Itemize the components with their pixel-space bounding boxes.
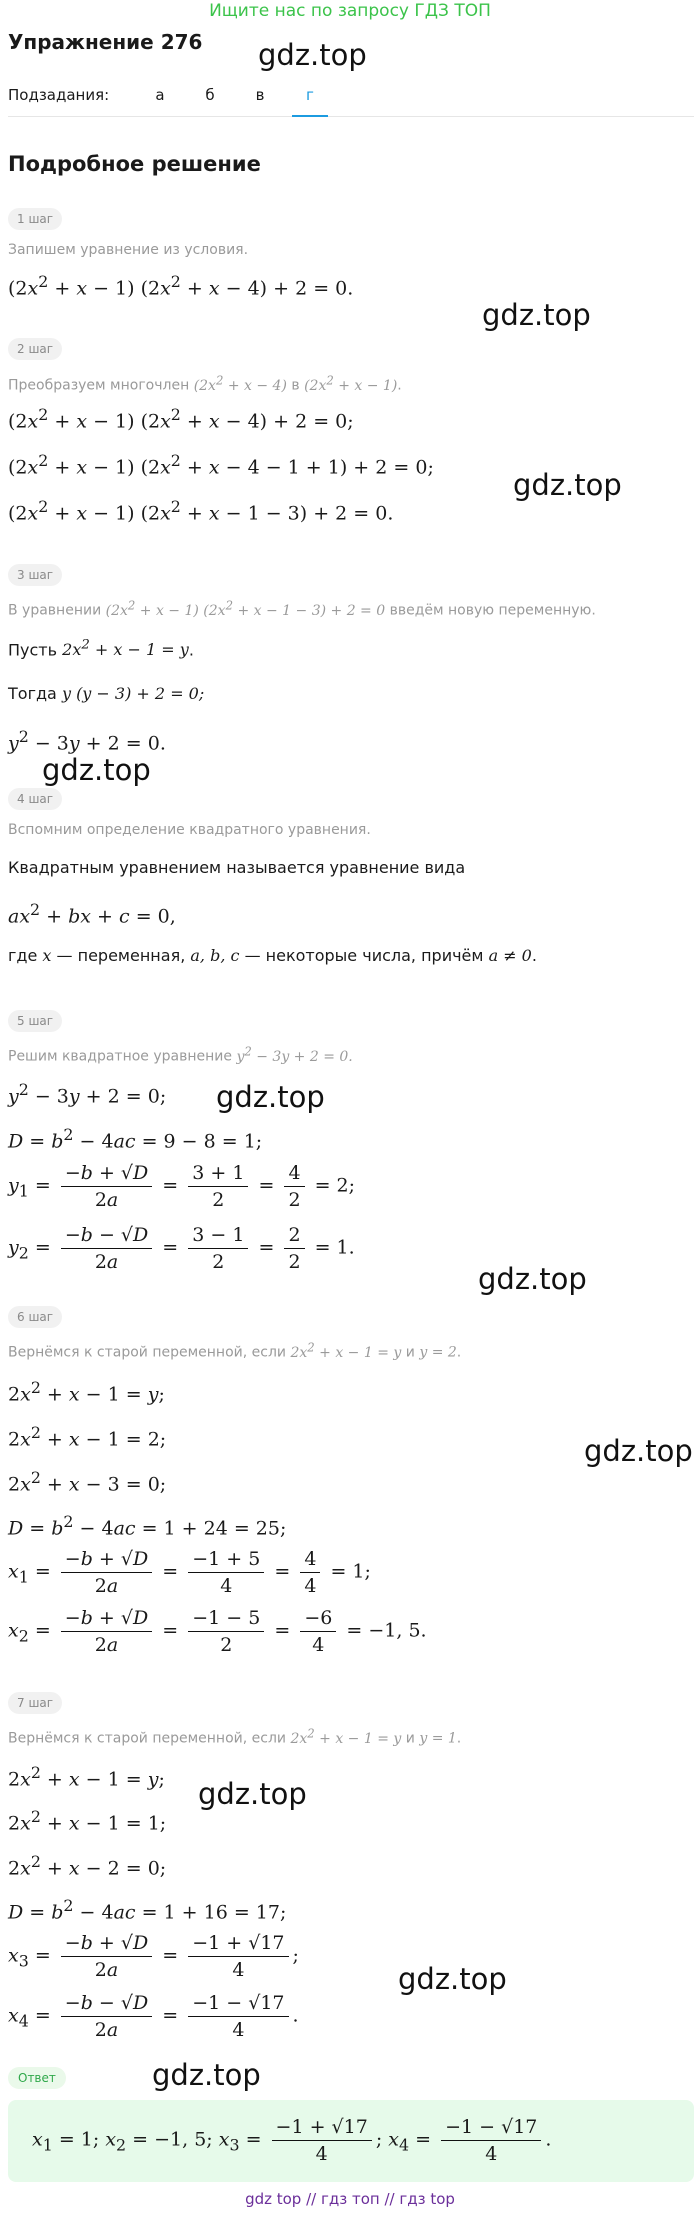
search-banner: Ищите нас по запросу ГДЗ ТОП [209,1,491,21]
step2-description: Преобразуем многочлен $(2x^2 + x - 4)$ в $(2x^2 + x - 1)$. [8,373,402,394]
step3-then: Тогда y (y − 3) + 2 = 0; [8,684,205,703]
step6-root-2: $x_2$ = $\frac{-b + √D}{2a}$ = $\frac{-1 - 5}{2}$ = $\frac{-6}{4}$ = −1, 5. [8,1607,427,1656]
tab-v[interactable]: в [255,86,265,104]
step2-equation-2: $(2x^2 + x - 1) (2x^2 + x - 4 - 1 + 1) + 2 = 0$; [8,451,434,479]
step7-description: Вернёмся к старой переменной, если $2x^2 + x - 1 = y$ и y = 1. [8,1726,462,1747]
step2-equation-3: $(2x^2 + x - 1) (2x^2 + x - 1 - 3) + 2 = 0$. [8,497,394,525]
tab-a[interactable]: а [155,86,165,104]
answer-badge: Ответ [8,2067,66,2089]
page-title: Упражнение 276 [8,30,203,54]
step1-description: Запишем уравнение из условия. [8,242,249,258]
step5-equation: $y^2 - 3y + 2 = 0$; [8,1080,167,1108]
section-title: Подробное решение [8,152,261,176]
step5-discriminant: $D = b^2 - 4ac = 9 - 8 = 1$; [8,1125,263,1153]
step7-discriminant: $D = b^2 - 4ac = 1 + 16 = 17$; [8,1896,287,1924]
answer-box [8,2100,694,2182]
step7-and: и [405,1730,415,1747]
tabs-label: Подзадания: [8,86,110,104]
step7-root-4: $x_4$ = $\frac{-b - √D}{2a}$ = $\frac{-1 - √17}{4}$ . [8,1992,299,2041]
step6-discriminant: $D = b^2 - 4ac = 1 + 24 = 25$; [8,1512,287,1540]
step-badge-3: 3 шаг [8,564,62,586]
subtask-tabs [8,86,694,117]
step6-desc-prefix: Вернёмся к старой переменной, если [8,1344,287,1361]
tab-b[interactable]: б [205,86,215,104]
step2-equation-1: $(2x^2 + x - 1) (2x^2 + x - 4) + 2 = 0$; [8,405,354,433]
step5-desc-text: Решим квадратное уравнение [8,1048,232,1065]
step3-let: Пусть $2x^2 + x - 1 = y$. [8,638,194,660]
watermark: gdz.top [152,2058,261,2092]
footer: gdz top // гдз топ // гдз top [245,2190,455,2208]
step6-equation-2: $2x^2 + x - 1 = 2$; [8,1423,167,1451]
step-badge-2: 2 шаг [8,338,62,360]
step3-let-word: Пусть [8,640,58,660]
step5-root-1: $y_1$ = $\frac{-b + √D}{2a}$ = $\frac{3 + 1}{2}$ = $\frac{4}{2}$ = 2; [8,1162,356,1211]
step3-equation: $y^2 - 3y + 2 = 0$. [8,727,166,755]
step6-equation-3: $2x^2 + x - 3 = 0$; [8,1468,167,1496]
step2-desc-prefix: Преобразуем многочлен [8,377,190,394]
watermark: gdz.top [216,1080,325,1114]
step-badge-5: 5 шаг [8,1010,62,1032]
step2-desc-mid: в [291,377,300,394]
step4-where: где x — переменная, a, b, c — некоторые числа, причём a ≠ 0. [8,946,537,965]
tab-g[interactable]: г [292,86,328,117]
step6-root-1: $x_1$ = $\frac{-b + √D}{2a}$ = $\frac{-1 + 5}{4}$ = $\frac{4}{4}$ = 1; [8,1548,371,1597]
step4-description: Вспомним определение квадратного уравнения. [8,822,371,838]
step3-desc-suffix: введём новую переменную. [389,602,596,619]
watermark: gdz.top [584,1434,693,1468]
answer-formula: $x_1 = 1$; $x_2 = -1$, 5; $x_3$ = $\frac{-1 + √17}{4}$ ; $x_4$ = $\frac{-1 - √17}{4}$ . [32,2116,552,2165]
step3-desc-prefix: В уравнении [8,602,102,619]
step4-where-word: где [8,946,38,965]
step-badge-6: 6 шаг [8,1306,62,1328]
step-badge-7: 7 шаг [8,1692,62,1714]
watermark: gdz.top [198,1777,307,1811]
step6-description: Вернёмся к старой переменной, если $2x^2 + x - 1 = y$ и y = 2. [8,1340,462,1361]
step5-description: Решим квадратное уравнение $y^2 - 3y + 2 = 0$. [8,1044,353,1065]
watermark: gdz.top [258,38,367,72]
watermark: gdz.top [478,1262,587,1296]
step7-equation-2: $2x^2 + x - 1 = 1$; [8,1807,167,1835]
step3-description: В уравнении $(2x^2 + x - 1) (2x^2 + x - 1 - 3) + 2 = 0$ введём новую переменную. [8,598,596,619]
watermark: gdz.top [398,1962,507,1996]
step-badge-1: 1 шаг [8,208,62,230]
step4-var-text: — переменная, [56,946,186,965]
step3-then-word: Тогда [8,684,57,703]
step7-equation-1: $2x^2 + x - 1 = y$; [8,1763,165,1791]
watermark: gdz.top [513,468,622,502]
step-badge-4: 4 шаг [8,788,62,810]
step4-definition: Квадратным уравнением называется уравнение вида [8,858,466,877]
watermark: gdz.top [42,753,151,787]
step4-coef-text: — некоторые числа, причём [244,946,484,965]
step7-root-3: $x_3$ = $\frac{-b + √D}{2a}$ = $\frac{-1 + √17}{4}$ ; [8,1932,299,1981]
step7-desc-prefix: Вернёмся к старой переменной, если [8,1730,287,1747]
step6-equation-1: $2x^2 + x - 1 = y$; [8,1378,165,1406]
step6-and: и [405,1344,415,1361]
step5-root-2: $y_2$ = $\frac{-b - √D}{2a}$ = $\frac{3 - 1}{2}$ = $\frac{2}{2}$ = 1. [8,1224,355,1273]
step4-general-form: $ax^2$ + bx + c = 0, [8,900,176,928]
step7-equation-3: $2x^2 + x - 2 = 0$; [8,1852,167,1880]
watermark: gdz.top [482,298,591,332]
step1-equation: $(2x^2 + x - 1) (2x^2 + x - 4) + 2 = 0$. [8,272,354,300]
